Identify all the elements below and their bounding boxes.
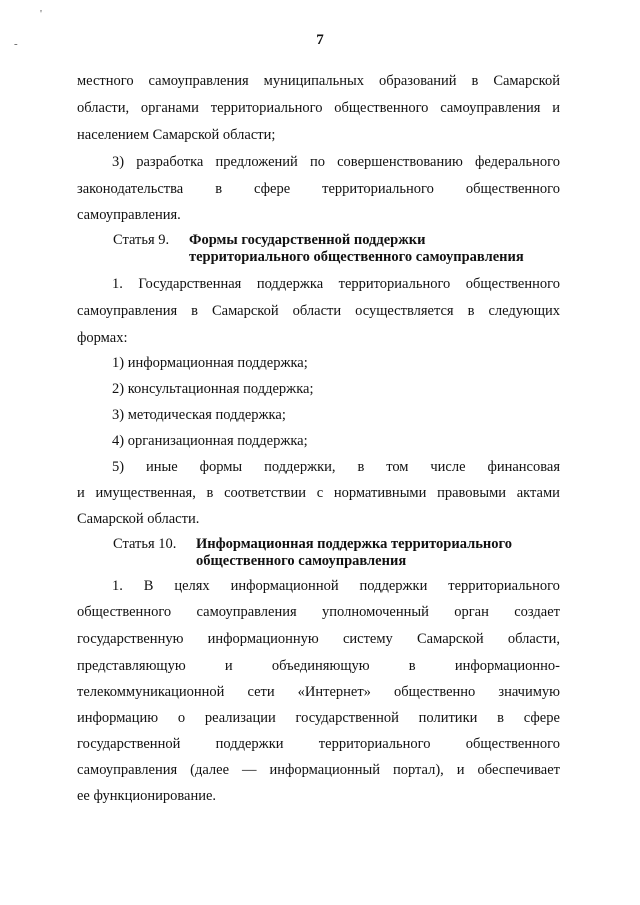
word: в [471,73,479,89]
word: области [292,303,342,319]
word: в [215,181,223,197]
word: орган [454,604,489,620]
word: территориального [322,181,434,197]
art9-item5-line-1 [112,458,560,476]
article-10-heading [113,536,176,553]
word: и [224,658,233,674]
art10-para1-line-8 [77,761,560,779]
word: муниципальных [263,73,365,89]
art9-para1-line-3: формах: [77,330,128,346]
para2-line-1 [112,153,560,171]
word: том [386,459,409,475]
word: числе [430,459,466,475]
word: 1. [112,578,123,594]
word: соответствии [224,485,306,501]
article-10-title-line-2: общественного самоуправления [196,553,407,569]
word: местного [77,73,134,89]
para1-line-1 [77,72,560,90]
para1-line-2 [77,99,560,117]
word: следующих [488,303,560,319]
word: правовыми [437,485,507,501]
page-number: 7 [316,32,324,48]
word: о [177,710,186,726]
art9-item5-line-2 [77,484,560,502]
word: формы [199,459,243,475]
article-9-label: Статья 9. [113,232,170,248]
word: портал), [392,762,444,778]
word: информационную [207,631,319,647]
word: сфере [523,710,560,726]
word: общественного [465,276,560,292]
word: информацию [77,710,159,726]
word: самоуправления [440,100,541,116]
word: самоуправления [148,73,249,89]
word: актами [516,485,560,501]
article-9-heading [113,232,169,249]
word: поддержки [359,578,428,594]
word: В [143,578,154,594]
word: самоуправления [196,604,297,620]
article-9-title-line-1: Формы государственной поддержки [189,232,426,248]
art10-para1-line-9: ее функционирование. [77,788,217,804]
article-9-title-line-2: территориального общественного самоуправления [189,249,524,265]
word: Самарской [417,631,484,647]
word: государственной [77,736,181,752]
art9-list-item-4: 4) организационная поддержка; [112,433,308,449]
word: реализации [204,710,276,726]
word: информационный [269,762,380,778]
art10-para1-line-7 [77,735,560,753]
art10-para1-line-4 [77,657,560,675]
word: телекоммуникационной [77,684,225,700]
word: территориального [318,736,431,752]
article-10-title-line-1: Информационная поддержка территориального [196,536,512,552]
word: предложений [215,154,298,170]
para2-line-2 [77,180,560,198]
word: политики [418,710,478,726]
art9-para1-line-1 [112,275,560,293]
word: области, [507,631,560,647]
word: с [316,485,324,501]
word: информационно- [454,658,560,674]
word: разработка [136,154,204,170]
word: Самарской [493,73,560,89]
word: самоуправления [77,762,178,778]
para1-line-3: населением Самарской области; [77,127,276,143]
art9-list-item-2: 2) консультационная поддержка; [112,381,314,397]
word: — [242,762,257,778]
word: представляющую [77,658,186,674]
word: и [552,100,560,116]
margin-mark-left: - [14,38,18,50]
word: уполномоченный [322,604,429,620]
word: и [77,485,85,501]
word: общественного [465,736,560,752]
word: значимую [498,684,560,700]
art9-list-item-1: 1) информационная поддержка; [112,355,308,371]
word: Государственная [138,276,242,292]
word: в [467,303,475,319]
word: общественного [334,100,429,116]
word: общественно [393,684,476,700]
word: поддержка [256,276,324,292]
word: имущественная, [95,485,196,501]
word: образований [378,73,457,89]
word: территориального [338,276,451,292]
art9-para1-line-2 [77,302,560,320]
art9-list-item-3: 3) методическая поддержка; [112,407,286,423]
word: в [206,485,214,501]
word: общественного [465,181,560,197]
word: государственной [295,710,399,726]
art9-item5-line-3: Самарской области. [77,511,200,527]
word: в [191,303,198,319]
word: сети [247,684,275,700]
article-10-label: Статья 10. [113,536,177,552]
word: 1. [112,276,123,292]
word: в [408,658,416,674]
word: иные [145,459,178,475]
art10-para1-line-1 [112,577,560,595]
word: общественного [77,604,172,620]
word: финансовая [487,459,560,475]
word: обеспечивает [477,762,560,778]
word: территориального [210,100,323,116]
word: поддержки [215,736,284,752]
word: осуществляется [355,303,454,319]
word: совершенствованию [337,154,463,170]
word: объединяющую [271,658,370,674]
word: целях [174,578,210,594]
word: информационной [230,578,339,594]
art10-para1-line-5 [77,683,560,701]
word: в [497,710,505,726]
word: территориального [448,578,560,594]
word: создает [514,604,560,620]
word: поддержки, [264,459,336,475]
para2-line-3: самоуправления. [77,207,181,223]
word: в [357,459,365,475]
word: «Интернет» [297,684,371,700]
art10-para1-line-2 [77,603,560,621]
art10-para1-line-6 [77,709,560,727]
word: и [456,762,465,778]
word: государственную [77,631,184,647]
word: самоуправления [77,303,178,319]
word: Самарской [212,303,279,319]
word: 5) [112,459,125,475]
word: федерального [474,154,560,170]
word: сфере [254,181,291,197]
word: области, [77,100,130,116]
margin-mark-top: ' [40,8,42,20]
word: нормативными [333,485,427,501]
word: систему [342,631,393,647]
word: (далее [190,762,230,778]
word: 3) [112,154,125,170]
word: органами [140,100,199,116]
art10-para1-line-3 [77,630,560,648]
word: законодательства [77,181,184,197]
word: по [309,154,325,170]
